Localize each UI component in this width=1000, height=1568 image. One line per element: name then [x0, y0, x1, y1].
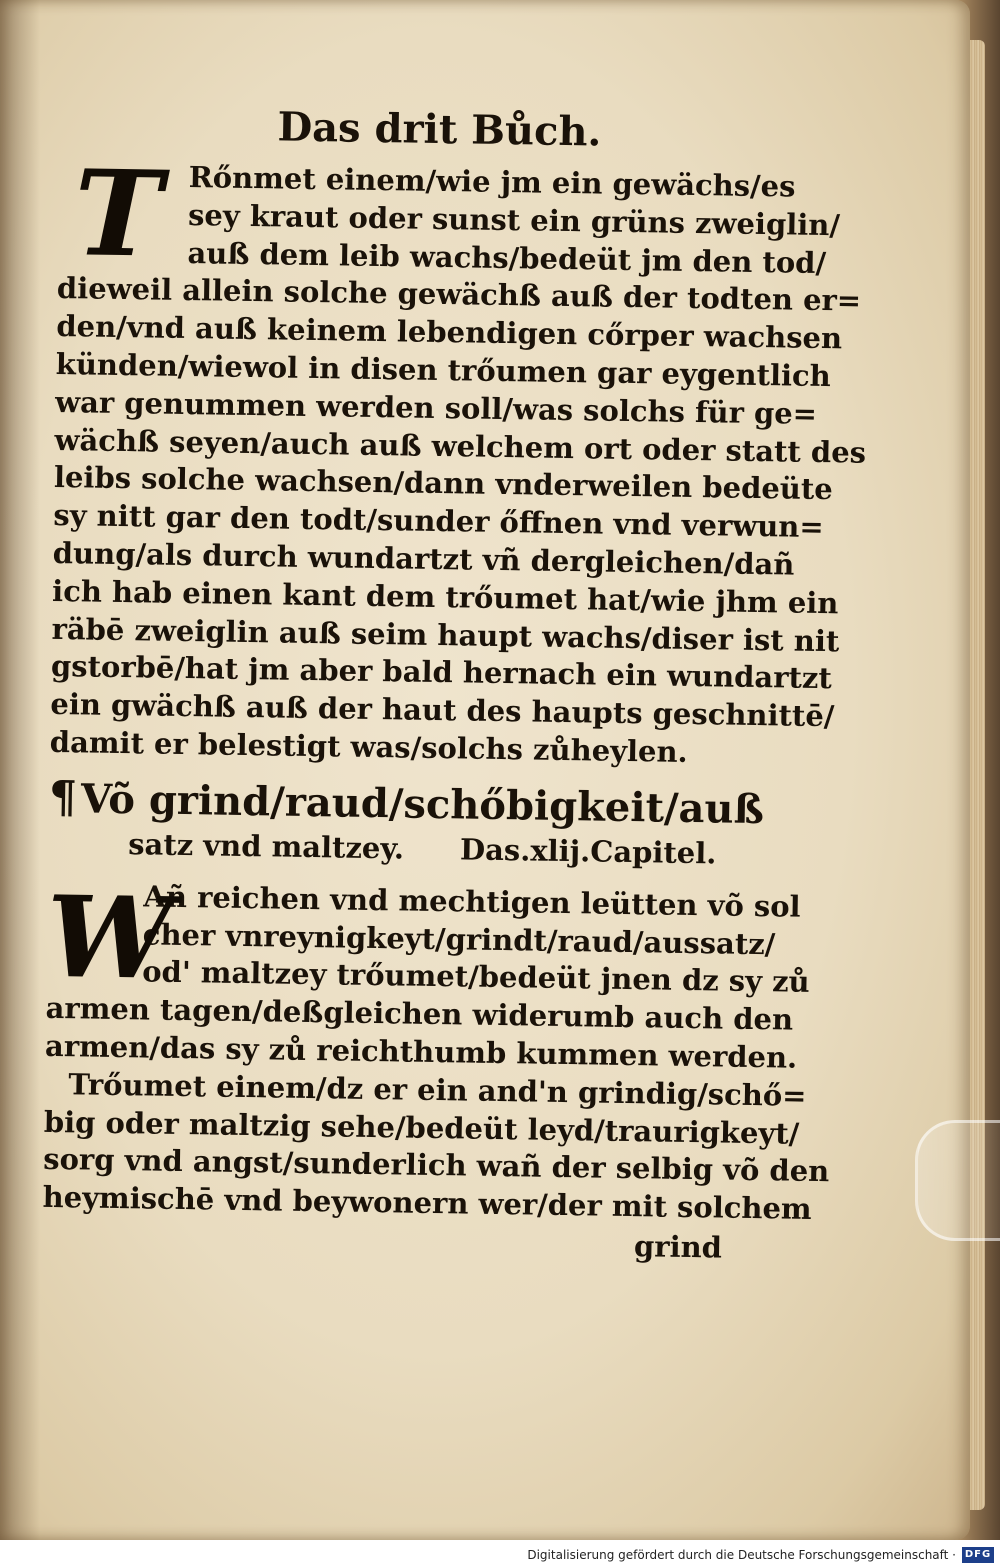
text-line: auß dem leib wachs/bedeüt jm den tod/: [187, 235, 827, 280]
text-line: sorg vnd angst/sunderlich wañ der selbig võ den: [43, 1142, 830, 1189]
text-line: den/vnd auß keinem lebendigen cőrper wachsen: [56, 309, 843, 356]
footer-credit: Digitalisierung gefördert durch die Deutsche Forschungsgemeinschaft ·: [527, 1548, 956, 1562]
running-head: Das drit Bůch.: [277, 103, 602, 156]
heading-subtitle-text: satz vnd maltzey.: [127, 826, 405, 866]
chapter-number: Das.xlij.Capitel.: [459, 832, 717, 871]
text-line: künden/wiewol in disen trőumen gar eygentlich: [55, 346, 832, 394]
pilcrow-icon: ¶: [48, 771, 78, 824]
dfg-logo-icon: DFG: [962, 1547, 994, 1563]
paragraph-1: [49, 143, 867, 773]
initial-letter-t: T: [73, 143, 164, 284]
text-line: Rőnmet einem/wie jm ein gewächs/es: [188, 160, 796, 204]
gutter-shadow: [0, 0, 40, 1540]
text-line: leibs solche wachsen/dann vnderweilen bedeüte: [53, 460, 834, 507]
text-line: wächß seyen/auch auß welchem ort oder statt des: [54, 422, 867, 470]
digitization-footer: [0, 1540, 1000, 1568]
text-line: Añ reichen vnd mechtigen leütten võ sol: [143, 879, 801, 924]
paragraph-2: [44, 871, 810, 1077]
text-line: gstorbē/hat jm aber bald hernach ein wundartzt: [50, 649, 833, 696]
text-line: od' maltzey trőumet/bedeüt jnen dz sy zů: [141, 954, 810, 1000]
catchword: grind: [633, 1229, 723, 1265]
text-line: war genummen werden soll/was solchs für ge=: [54, 384, 818, 431]
initial-letter-w: W: [45, 871, 174, 1005]
text-line: Trőumet einem/dz er ein and'n grindig/schő=: [68, 1066, 807, 1113]
text-line: armen/das sy zů reichthumb kummen werden.: [44, 1028, 798, 1075]
text-line: armen tagen/deßgleichen widerumb auch den: [45, 991, 794, 1037]
text-line: dung/als durch wundartzt vñ dergleichen/dañ: [52, 535, 795, 582]
page-text: [42, 95, 867, 1268]
text-line: dieweil allein solche gewächß auß der todten er=: [56, 271, 862, 318]
text-line: big oder maltzig sehe/bedeüt leyd/traurigkeyt/: [43, 1104, 800, 1151]
text-line: ich hab einen kant dem trőumet hat/wie jhm ein: [51, 573, 839, 621]
text-line: cher vnreynigkeyt/grindt/raud/aussatz/: [142, 916, 776, 961]
page-clip: [915, 1120, 1000, 1241]
text-line: sey kraut oder sunst ein grüns zweiglin/: [187, 197, 841, 243]
text-line: damit er belestigt was/solchs zůheylen.: [49, 724, 688, 769]
text-line: sy nitt gar den todt/sunder őffnen vnd verwun=: [53, 498, 824, 545]
heading-title-text: Võ grind/raud/schőbigkeit/auß: [80, 775, 765, 833]
text-line: ein gwächß auß der haut des haupts geschnittē/: [50, 687, 835, 734]
text-line: heymischē vnd beywonern wer/der mit solchem: [42, 1179, 812, 1227]
text-line: räbē zweiglin auß seim haupt wachs/diser ist nit: [51, 611, 840, 658]
chapter-heading: [48, 771, 769, 874]
paragraph-3: [42, 1066, 830, 1268]
